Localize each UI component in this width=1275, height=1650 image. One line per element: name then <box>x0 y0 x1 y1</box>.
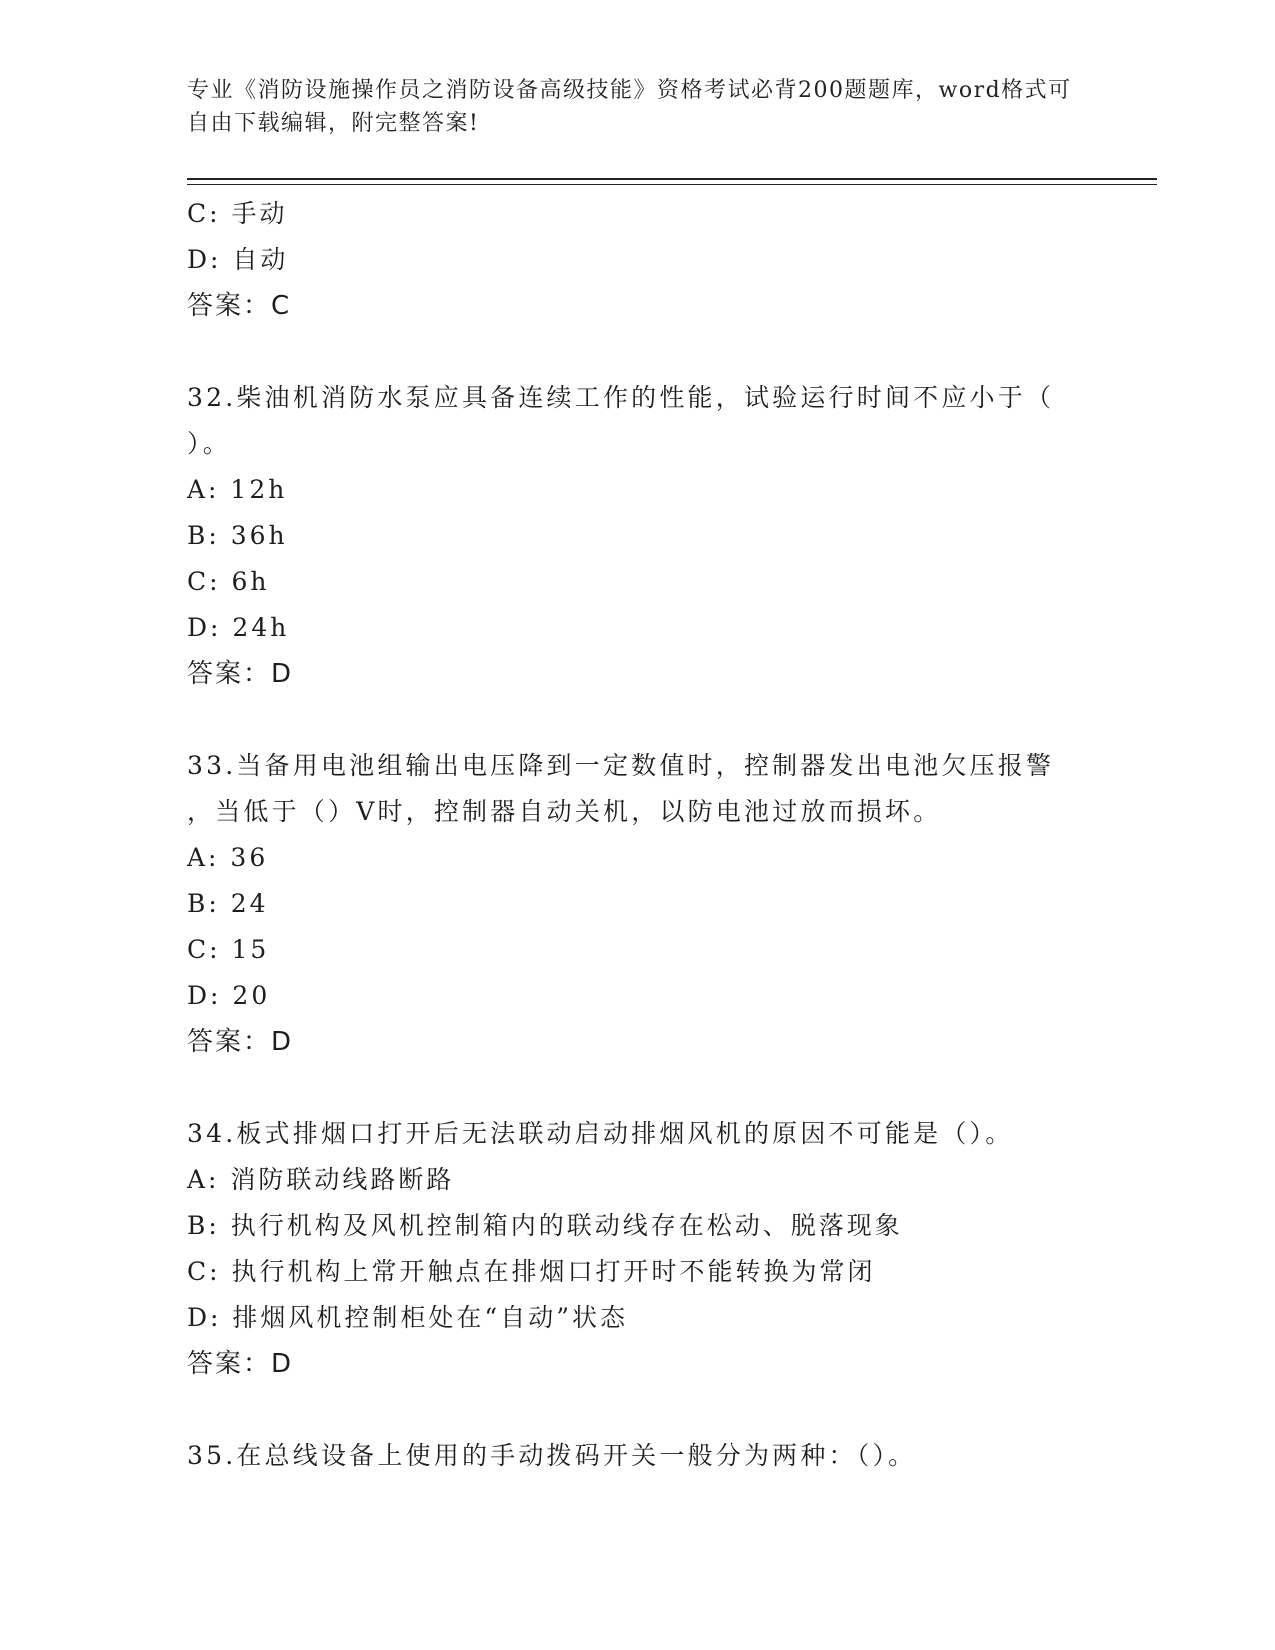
question-33 <box>187 743 1087 1065</box>
question-stem-line: 35.在总线设备上使用的手动拨码开关一般分为两种：（）。 <box>187 1441 917 1470</box>
question-stem-line: 32.柴油机消防水泵应具备连续工作的性能，试验运行时间不应小于（ <box>187 383 1055 412</box>
answer: 答案：D <box>187 1349 294 1379</box>
option-d: D: 24h <box>187 613 290 642</box>
option-c: C: 6h <box>187 567 270 596</box>
option-a: A: 12h <box>187 475 288 504</box>
option-c: C: 手动 <box>187 199 288 228</box>
option-a: A: 消防联动线路断路 <box>187 1165 455 1194</box>
question-34 <box>187 1111 1087 1387</box>
question-35 <box>187 1433 1087 1479</box>
question-content <box>187 191 1087 1479</box>
option-b: B: 36h <box>187 521 288 550</box>
question-32 <box>187 375 1087 697</box>
option-d: D: 20 <box>187 981 271 1010</box>
option-b: B: 24 <box>187 889 269 918</box>
header-divider <box>187 178 1157 185</box>
question-stem-line: 33.当备用电池组输出电压降到一定数值时，控制器发出电池欠压报警 <box>187 751 1055 780</box>
answer: 答案：D <box>187 1027 294 1057</box>
option-c: C: 执行机构上常开触点在排烟口打开时不能转换为常闭 <box>187 1257 876 1286</box>
question-stem-line: 34.板式排烟口打开后无法联动启动排烟风机的原因不可能是（）。 <box>187 1119 1014 1148</box>
document-header <box>187 74 1087 140</box>
option-a: A: 36 <box>187 843 269 872</box>
question-stem-line: ，当低于（）V时，控制器自动关机，以防电池过放而损坏。 <box>187 797 942 826</box>
answer: 答案：D <box>187 659 294 689</box>
answer: 答案：C <box>187 291 292 321</box>
option-c: C: 15 <box>187 935 270 964</box>
option-d: D: 排烟风机控制柜处在“自动”状态 <box>187 1303 628 1332</box>
question-stem-line: ）。 <box>187 429 231 458</box>
option-b: B: 执行机构及风机控制箱内的联动线存在松动、脱落现象 <box>187 1211 903 1240</box>
previous-question <box>187 191 1087 329</box>
option-d: D: 自动 <box>187 245 289 274</box>
header-text: 专业《消防设施操作员之消防设备高级技能》资格考试必背200题题库，word格式可自由下载编辑，附完整答案! <box>187 78 1072 136</box>
